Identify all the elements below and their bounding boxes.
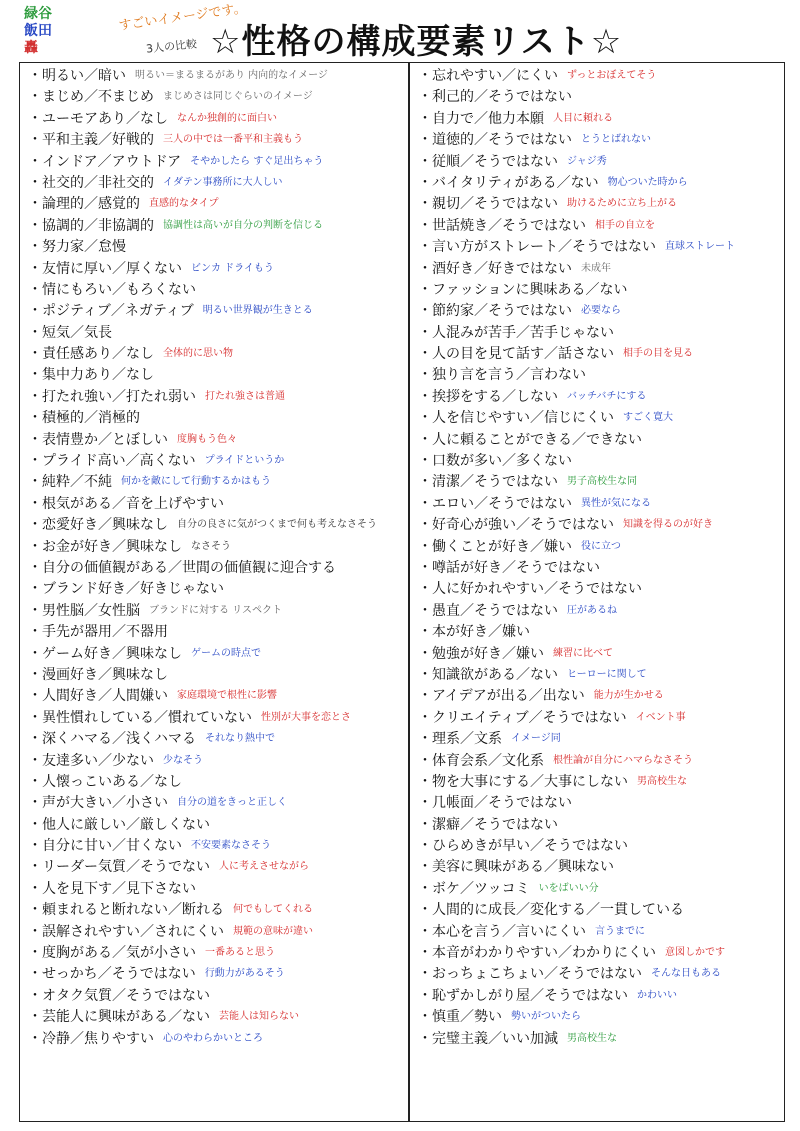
list-item [24,750,409,771]
handwritten-note: 自分の道をきっと正しく [177,797,287,809]
trait-label: ・本心を言う／言いにくい [414,922,589,943]
author-2: 飯田 [24,23,52,39]
trait-label: ・責任感あり／なし [24,344,157,365]
trait-label: ・表情豊か／とぼしい [24,430,171,451]
handwritten-note: 異性が気になる [581,497,651,509]
handwritten-note: 性別が大事を恋とさ [261,711,351,723]
list-item [414,685,799,706]
list-item [24,429,409,450]
trait-label: ・ボケ／ツッコミ [414,879,533,900]
handwritten-note: 男子高校生な同 [567,476,637,488]
trait-label: ・噂話が好き／そうではない [414,558,603,579]
list-item [24,279,409,300]
trait-label: ・人間的に成長／変化する／一貫している [414,900,687,921]
trait-label: ・深くハマる／浅くハマる [24,729,199,750]
list-item [24,600,409,621]
trait-label: ・道徳的／そうではない [414,130,575,151]
list-item [24,86,409,107]
list-item [24,878,409,899]
trait-label: ・ゲーム好き／興味なし [24,644,185,665]
handwritten-note: 明るい＝まるまるがあり 内向的なイメージ [135,70,328,81]
trait-label: ・体育会系／文化系 [414,751,547,772]
trait-label: ・エロい／そうではない [414,494,575,515]
trait-label: ・慎重／勢い [414,1007,505,1028]
list-item [24,471,409,492]
handwritten-note: 不安要素なさそう [191,840,271,852]
handwritten-note: 相手の自立を [595,219,655,231]
trait-label: ・アイデアが出る／出ない [414,686,588,707]
list-item [414,65,799,86]
list-item [414,215,799,236]
trait-label: ・自力で／他力本願 [414,109,547,130]
list-item [24,1028,409,1049]
trait-label: ・好奇心が強い／そうではない [414,515,617,536]
list-item [414,814,799,835]
handwritten-note: 一番あると思う [205,947,275,959]
trait-label: ・男性脳／女性脳 [24,601,143,622]
list-item [414,707,799,728]
handwritten-note: ジャジ秀 [567,155,607,167]
trait-label: ・根気がある／音を上げやすい [24,494,227,515]
handwritten-note: 直感的なタイプ [149,198,219,210]
handwritten-note: とうとばれない [581,134,651,146]
trait-label: ・完璧主義／いい加減 [414,1029,561,1050]
handwritten-note: プライドというか [204,455,285,467]
trait-label: ・恋愛好き／興味なし [24,515,171,536]
trait-label: ・自分の価値観がある／世間の価値観に迎合する [24,558,339,579]
handwritten-note: それなり熱中で [205,733,275,745]
handwritten-note: 明るい世界観が生きとる [202,305,313,317]
list-item [414,471,799,492]
list-item [24,300,409,321]
trait-label: ・異性慣れしている／慣れていない [24,708,255,729]
trait-label: ・オタク気質／そうではない [24,986,213,1007]
handwritten-note: 人に考えさせながら [219,861,309,873]
trait-label: ・人の目を見て話す／話さない [414,344,617,365]
author-1: 緑谷 [24,6,52,22]
list-item [24,386,409,407]
list-item [24,407,409,428]
handwritten-note: まじめさは同じぐらいのイメージ [163,91,313,103]
handwritten-note: 心のやわらかいところ [163,1032,263,1044]
list-item [24,364,409,385]
handwritten-note: そやかしたら すぐ足出ちゃう [190,155,324,167]
handwritten-note: 能力が生かせる [593,690,664,702]
handwritten-note: 未成年 [581,262,611,274]
list-item [24,921,409,942]
list-item [414,129,799,150]
list-item [24,728,409,749]
list-item [414,1006,799,1027]
list-item [414,792,799,813]
trait-label: ・本が好き／嫌い [414,622,533,643]
header-note-orange: すごいイメージです。 [117,1,248,34]
left-column [24,65,409,1049]
handwritten-note: 規範の意味が違い [233,925,313,937]
list-item [414,429,799,450]
handwritten-note: 何でもしてくれる [233,904,313,916]
list-item [414,343,799,364]
trait-label: ・誤解されやすい／されにくい [24,922,227,943]
trait-label: ・節約家／そうではない [414,301,575,322]
handwritten-note: 相手の目を見る [623,348,693,360]
trait-label: ・社交的／非社交的 [24,173,157,194]
list-item [24,771,409,792]
list-item [24,65,409,86]
list-item [414,728,799,749]
trait-label: ・おっちょこちょい／そうではない [414,964,645,985]
list-item [414,193,799,214]
list-item [414,600,799,621]
handwritten-note: いをばいい分 [538,882,599,894]
list-item [414,878,799,899]
handwritten-note: 人目に頼れる [553,112,613,124]
handwritten-note: 男高校生な [637,775,687,787]
trait-label: ・純粋／不純 [24,472,115,493]
trait-label: ・自分に甘い／甘くない [24,836,185,857]
trait-label: ・論理的／感覚的 [24,194,143,215]
list-item [24,1006,409,1027]
trait-label: ・友情に厚い／厚くない [24,259,185,280]
trait-label: ・美容に興味がある／興味ない [414,857,617,878]
trait-label: ・芸能人に興味がある／ない [24,1007,213,1028]
handwritten-note: 協調性は高いが自分の判断を信じる [163,219,323,231]
list-item [414,322,799,343]
handwritten-note: 知識を得るのが好き [623,519,713,531]
trait-label: ・クリエイティブ／そうではない [414,708,630,729]
trait-label: ・知識欲がある／ない [414,665,561,686]
trait-label: ・平和主義／好戦的 [24,130,157,151]
trait-label: ・人間好き／人間嫌い [24,686,171,707]
list-item [414,899,799,920]
trait-label: ・頼まれると断れない／断れる [24,900,227,921]
handwritten-note: 根性論が自分にハマらなさそう [553,754,693,766]
trait-label: ・ひらめきが早い／そうではない [414,836,631,857]
handwritten-note: ヒーローに関して [567,668,647,680]
list-item [414,921,799,942]
handwritten-note: 度胸もう色々 [177,433,237,445]
list-item [414,493,799,514]
trait-label: ・利己的／そうではない [414,87,575,108]
list-item [24,151,409,172]
list-item [24,685,409,706]
handwritten-note: 物心ついた時から [607,176,688,188]
handwritten-note: バッチバチにする [567,390,647,402]
handwritten-note: 圧があるね [567,604,617,616]
trait-label: ・恥ずかしがり屋／そうではない [414,986,631,1007]
handwritten-note: イメージ同 [511,733,561,745]
list-item [414,172,799,193]
header [0,0,800,66]
trait-label: ・人混みが苦手／苦手じゃない [414,323,617,344]
list-item [414,364,799,385]
trait-label: ・几帳面／そうではない [414,793,575,814]
list-item [414,108,799,129]
trait-label: ・口数が多い／多くない [414,451,575,472]
list-item [414,771,799,792]
trait-label: ・人に頼ることができる／できない [414,430,645,451]
list-item [24,557,409,578]
trait-label: ・人を見下す／見下さない [24,879,199,900]
list-item [24,707,409,728]
handwritten-note: 助けるために立ち上がる [567,198,677,210]
trait-label: ・インドア／アウトドア [24,152,184,173]
trait-label: ・ファッションに興味ある／ない [414,280,630,301]
list-item [24,792,409,813]
trait-label: ・潔癖／そうではない [414,815,561,836]
handwritten-note: 言うまでに [595,925,645,937]
handwritten-note: 打たれ強さは普通 [205,390,285,402]
list-item [414,985,799,1006]
trait-label: ・人に好かれやすい／そうではない [414,579,645,600]
list-item [414,258,799,279]
handwritten-note: 必要なら [581,305,621,317]
list-item [414,750,799,771]
header-note-dark: 3人の比較 [145,37,198,56]
trait-label: ・酒好き／好きではない [418,260,572,277]
handwritten-note: 行動力があるそう [204,968,285,980]
list-item [414,536,799,557]
trait-label: ・短気／気長 [24,323,115,344]
handwritten-note: かわいい [637,989,677,1001]
list-item [24,664,409,685]
trait-label: ・忘れやすい／にくい [414,66,561,87]
trait-label: ・せっかち／そうではない [24,964,199,985]
page-title: ☆性格の構成要素リスト☆ [210,22,623,62]
list-item [24,514,409,535]
list-item [24,108,409,129]
list-item [414,942,799,963]
list-item [414,279,799,300]
handwritten-note: ビンカ ドライもう [191,262,274,274]
list-item [24,536,409,557]
list-item [24,856,409,877]
trait-label: ・言い方がストレート／そうではない [414,237,659,258]
trait-label: ・親切／そうではない [414,194,561,215]
handwritten-note: 全体的に思い物 [163,348,233,360]
trait-label: ・協調的／非協調的 [24,216,157,237]
list-item [414,621,799,642]
list-item [24,985,409,1006]
trait-label: ・度胸がある／気が小さい [24,943,199,964]
trait-label: ・明るい／暗い [24,66,129,87]
handwritten-note: なさそう [191,540,231,552]
trait-label: ・プライド高い／高くない [24,451,199,472]
handwritten-note: そんな日もある [651,968,721,980]
list-item [414,1028,799,1049]
list-item [24,129,409,150]
trait-label: ・リーダー気質／そうでない [24,857,213,878]
handwritten-note: 家庭環境で根性に影響 [177,690,277,702]
handwritten-note: 芸能人は知らない [219,1011,299,1023]
handwritten-note: 役に立つ [581,540,621,552]
trait-label: ・挨拶をする／しない [414,387,561,408]
list-item [414,151,799,172]
trait-label: ・勉強が好き／嫌い [414,644,547,665]
trait-label: ・声が大きい／小さい [24,793,171,814]
list-item [24,258,409,279]
list-item [414,856,799,877]
list-item [24,493,409,514]
list-item [414,450,799,471]
list-item [24,343,409,364]
handwritten-note: 意図しかです [665,947,725,959]
list-item [414,643,799,664]
trait-label: ・他人に厳しい／厳しくない [24,815,213,836]
handwritten-note: 自分の良さに気がつくまで何も考えなさそう [177,519,377,531]
list-item [24,899,409,920]
list-item [24,236,409,257]
right-column [414,65,799,1049]
handwritten-note: 三人の中では一番平和主義もう [163,134,303,146]
handwritten-note: 練習に比べて [553,647,613,659]
trait-label: ・積極的／消極的 [24,408,143,429]
handwritten-note: ずっとおぼえてそう [567,70,657,81]
list-item [24,835,409,856]
trait-label: ・本音がわかりやすい／わかりにくい [414,943,659,964]
handwritten-note: 直球ストレート [665,241,735,253]
list-item [414,664,799,685]
list-item [24,621,409,642]
trait-label: ・ユーモアあり／なし [24,109,171,130]
list-item [414,557,799,578]
list-item [414,578,799,599]
trait-label: ・手先が器用／不器用 [24,622,171,643]
trait-label: ・打たれ強い／打たれ弱い [24,387,199,408]
handwritten-note: 少なそう [163,754,203,766]
handwritten-note: なんか独創的に面白い [177,112,277,124]
list-item [24,322,409,343]
handwritten-note: 男高校生な [567,1032,617,1044]
list-item [24,963,409,984]
handwritten-note: ブランドに対する リスペクト [149,604,282,616]
handwritten-note: すごく寛大 [623,412,673,424]
trait-label: ・冷静／焦りやすい [24,1029,157,1050]
trait-label: ・努力家／怠慢 [24,237,129,258]
author-names [24,6,68,57]
trait-label: ・友達多い／少ない [24,751,157,772]
handwritten-note: ゲームの時点で [191,647,261,659]
trait-label: ・ブランド好き／好きじゃない [24,579,227,600]
trait-label: ・まじめ／不まじめ [24,87,157,108]
author-3: 轟 [24,40,38,56]
trait-label: ・従順／そうではない [414,152,561,173]
list-item [414,963,799,984]
trait-label: ・世話焼き／そうではない [414,216,589,237]
list-item [24,172,409,193]
list-item [24,942,409,963]
trait-label: ・バイタリティがある／ない [414,173,602,194]
handwritten-note: 勢いがついたら [511,1011,581,1023]
list-item [24,643,409,664]
trait-label: ・人懐っこいある／なし [24,772,185,793]
list-item [414,86,799,107]
trait-label: ・漫画好き／興味なし [24,665,171,686]
handwritten-note: 何かを敵にして行動するかはもう [121,476,271,488]
list-item [414,300,799,321]
trait-label: ・情にもろい／もろくない [24,280,199,301]
list-item [24,578,409,599]
handwritten-note: イダテン事務所に大人しい [163,176,283,188]
trait-label: ・人を信じやすい／信じにくい [414,408,617,429]
trait-label: ・清潔／そうではない [414,472,561,493]
list-item [24,814,409,835]
list-item [24,193,409,214]
list-item [414,386,799,407]
list-item [414,835,799,856]
trait-label: ・愚直／そうではない [414,601,561,622]
trait-label: ・集中力あり／なし [24,365,157,386]
handwritten-note: イベント事 [635,711,686,723]
list-item [414,236,799,257]
list-item [414,407,799,428]
trait-label: ・ポジティブ／ネガティブ [24,301,197,322]
trait-label: ・独り言を言う／言わない [414,365,589,386]
trait-label: ・お金が好き／興味なし [24,537,185,558]
trait-label: ・理系／文系 [414,729,505,750]
list-item [24,450,409,471]
list-item [414,514,799,535]
list-item [24,215,409,236]
trait-label: ・物を大事にする／大事にしない [414,772,631,793]
trait-label: ・働くことが好き／嫌い [414,537,575,558]
